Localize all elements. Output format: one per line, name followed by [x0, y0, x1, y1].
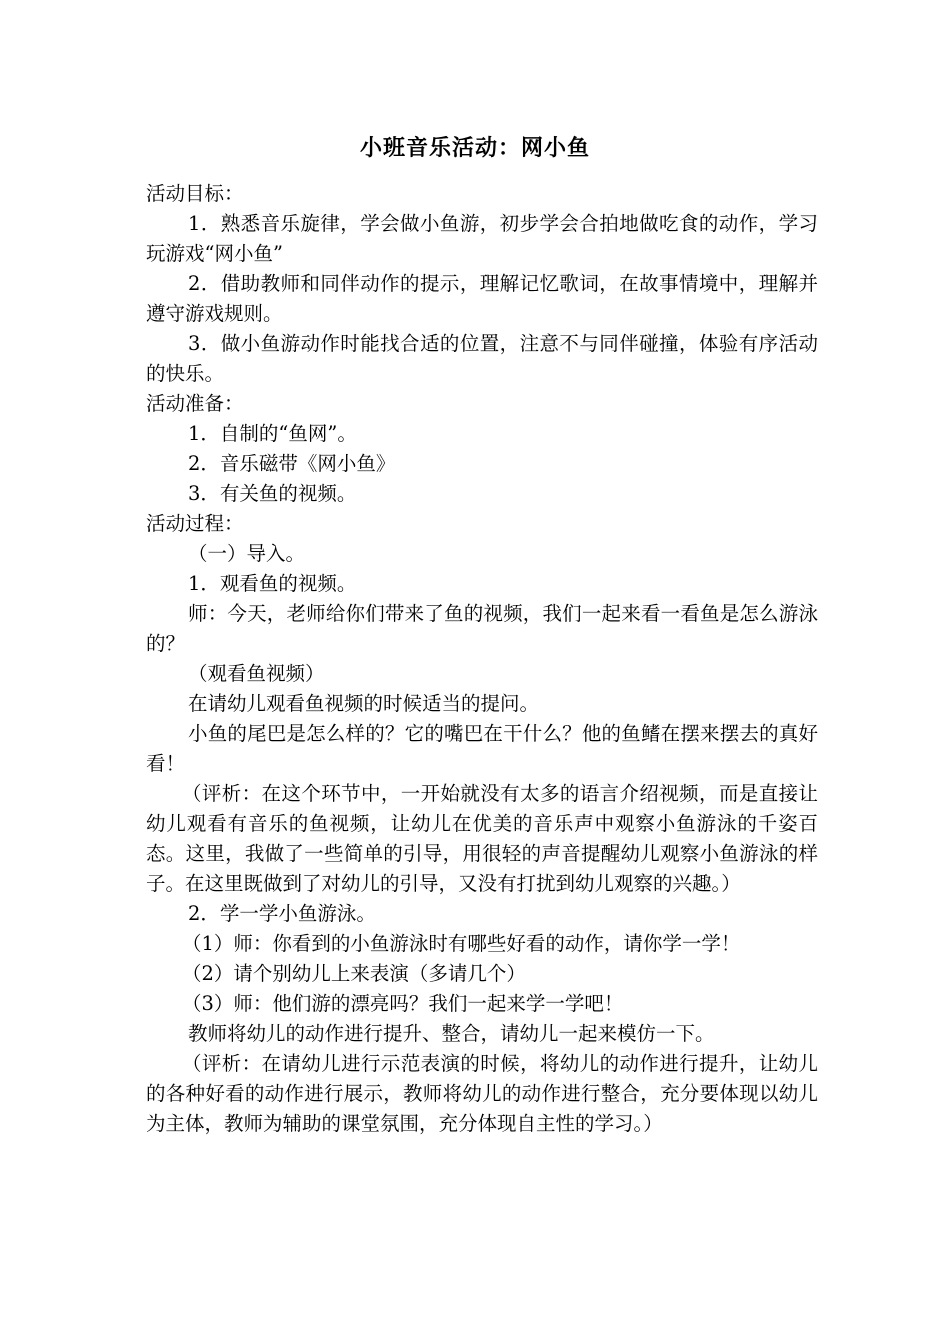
document-body — [146, 179, 818, 1139]
paragraph-step-2: （2）请个别幼儿上来表演（多请几个） — [182, 962, 526, 985]
paragraph-process-1: 1．观看鱼的视频。 — [188, 572, 357, 595]
paragraph-fish-questions: 小鱼的尾巴是怎么样的？它的嘴巴在干什么？他的鱼鳍在摆来摆去的真好看！ — [146, 722, 818, 775]
paragraph-teacher-integrate: 教师将幼儿的动作进行提升、整合，请幼儿一起来模仿一下。 — [188, 1022, 715, 1045]
paragraph-prep-1: 1．自制的“鱼网”。 — [188, 422, 357, 445]
paragraph-prep-3: 3．有关鱼的视频。 — [188, 482, 357, 505]
section-heading-goals: 活动目标： — [146, 182, 244, 205]
section-heading-process: 活动过程： — [146, 512, 244, 535]
paragraph-watch-video: （观看鱼视频） — [188, 662, 325, 685]
paragraph-step-1: （1）师：你看到的小鱼游泳时有哪些好看的动作，请你学一学！ — [182, 932, 741, 955]
paragraph-process-intro: （一）导入。 — [188, 542, 306, 565]
paragraph-goal-3: 3．做小鱼游动作时能找合适的位置，注意不与同伴碰撞，体验有序活动的快乐。 — [146, 332, 818, 385]
paragraph-commentary-2: （评析：在请幼儿进行示范表演的时候，将幼儿的动作进行提升，让幼儿的各种好看的动作进行展示，教师将幼儿的动作进行整合，充分要体现以幼儿为主体，教师为辅助的课堂氛围，充分体现自主性的学习。） — [146, 1052, 818, 1135]
paragraph-commentary-1: （评析：在这个环节中，一开始就没有太多的语言介绍视频，而是直接让幼儿观看有音乐的鱼视频，让幼儿在优美的音乐声中观察小鱼游泳的千姿百态。这里，我做了一些简单的引导，用很轻的声音提醒幼儿观察小鱼游泳的样子。在这里既做到了对幼儿的引导，又没有打扰到幼儿观察的兴趣。） — [146, 782, 818, 895]
paragraph-goal-2: 2．借助教师和同伴动作的提示，理解记忆歌词，在故事情境中，理解并遵守游戏规则。 — [146, 272, 818, 325]
paragraph-prep-2: 2．音乐磁带《网小鱼》 — [188, 452, 396, 475]
document-title: 小班音乐活动：网小鱼 — [359, 136, 590, 161]
paragraph-step-3: （3）师：他们游的漂亮吗？我们一起来学一学吧！ — [182, 992, 624, 1015]
paragraph-ask-questions: 在请幼儿观看鱼视频的时候适当的提问。 — [188, 692, 540, 715]
section-heading-preparation: 活动准备： — [146, 392, 244, 415]
paragraph-goal-1: 1．熟悉音乐旋律，学会做小鱼游，初步学会合拍地做吃食的动作，学习玩游戏“网小鱼” — [146, 212, 818, 265]
paragraph-process-2: 2．学一学小鱼游泳。 — [188, 902, 376, 925]
paragraph-teacher-1: 师：今天，老师给你们带来了鱼的视频，我们一起来看一看鱼是怎么游泳的？ — [146, 602, 818, 655]
